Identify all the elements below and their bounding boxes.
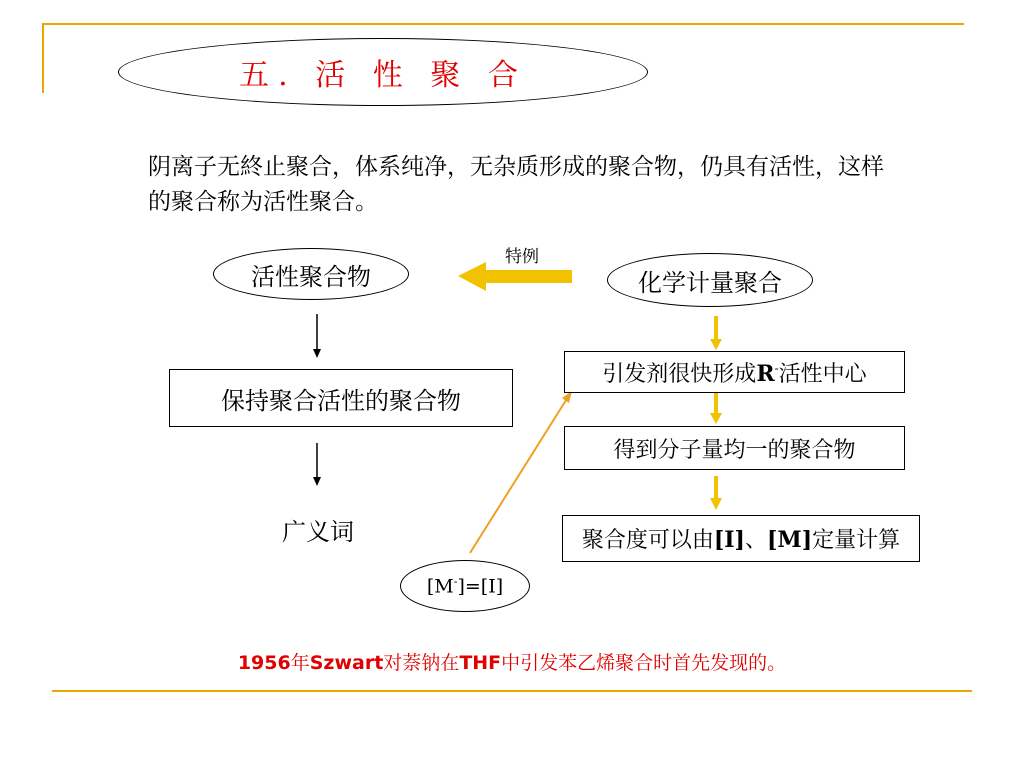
step2-box	[564, 426, 905, 470]
step3-box	[562, 515, 920, 562]
right-arrow-1	[710, 316, 722, 350]
slide-title: 五. 活 性 聚 合	[239, 58, 527, 93]
equation-text: [M-]=[I]	[426, 574, 504, 598]
intro-paragraph: 阴离子无終止聚合，体系纯净，无杂质形成的聚合物，仍具有活性，这样的聚合称为活性聚合。	[148, 154, 884, 215]
right-arrow-3	[710, 476, 722, 510]
living-polymer-label: 活性聚合物	[251, 262, 371, 291]
left-arrow-1	[313, 314, 321, 358]
living-polymer-oval	[213, 248, 409, 300]
step1-text: 引发剂很快形成R-活性中心	[602, 360, 867, 387]
stoichiometric-polymerization-oval	[607, 253, 813, 307]
general-term-label: 广义词	[282, 518, 354, 546]
step1-box	[564, 351, 905, 393]
step3-text: 聚合度可以由[I]、[M]定量计算	[581, 527, 901, 553]
active-polymer-label: 保持聚合活性的聚合物	[221, 386, 461, 415]
stoichiometric-polymerization-label: 化学计量聚合	[638, 268, 782, 297]
bottom-rule	[52, 690, 972, 692]
active-polymer-box	[169, 369, 513, 427]
equation-oval	[400, 560, 530, 612]
footnote: 1956年Szwart对萘钠在THF中引发苯乙烯聚合时首先发现的。	[237, 652, 787, 674]
right-arrow-2	[710, 392, 722, 424]
step2-text: 得到分子量均一的聚合物	[613, 437, 856, 463]
special-case-label: 特例	[505, 247, 539, 267]
left-arrow-2	[313, 443, 321, 486]
